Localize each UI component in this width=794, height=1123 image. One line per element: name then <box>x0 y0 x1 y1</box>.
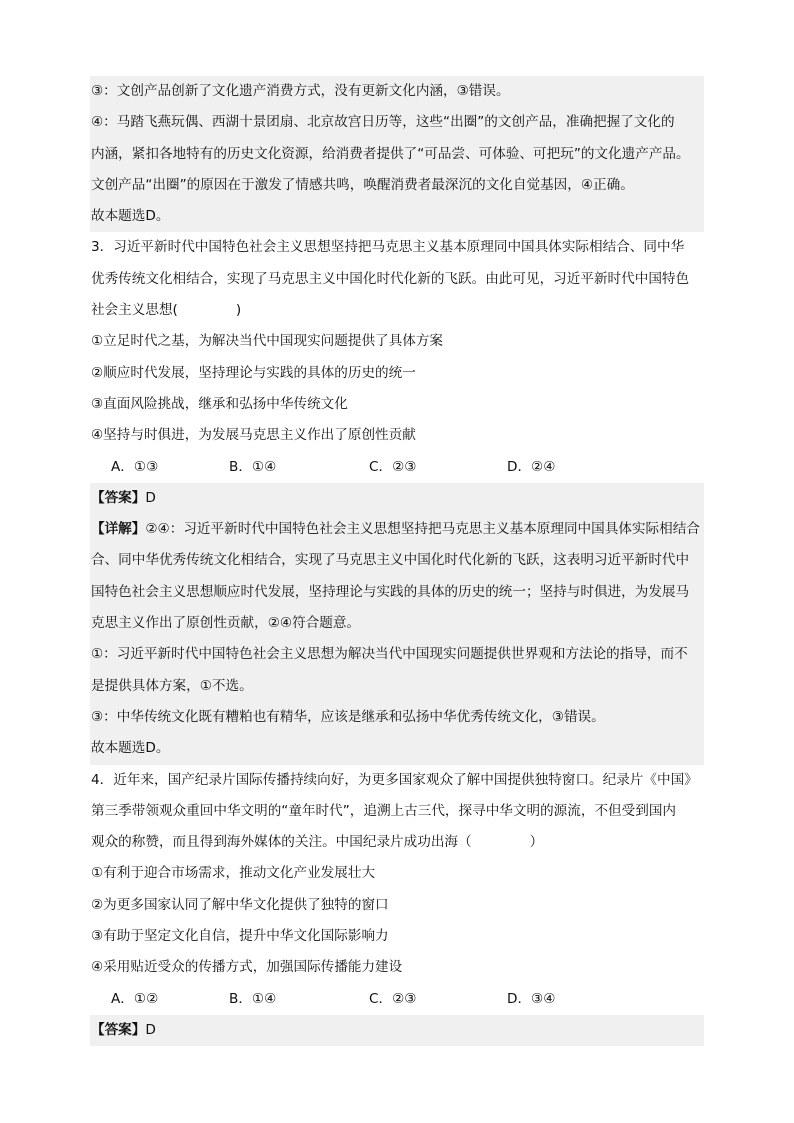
analysis-conclusion: 故本题选D。 <box>90 201 704 232</box>
option-c: C．②③ <box>369 990 417 1007</box>
question-4-item-1: ①有利于迎合市场需求，推动文化产业发展壮大 <box>91 865 376 882</box>
question-4-item-2: ②为更多国家认同了解中华文化提供了独特的窗口 <box>91 896 389 913</box>
question-3-item-2: ②顺应时代发展，坚持理论与实践的具体的历史的统一 <box>91 364 416 381</box>
question-3-item-3: ③直面风险挑战，继承和弘扬中华传统文化 <box>91 395 348 412</box>
question-4-item-3: ③有助于坚定文化自信，提升中华文化国际影响力 <box>91 928 389 945</box>
question-3-item-1: ①立足时代之基，为解决当代中国现实问题提供了具体方案 <box>91 333 444 350</box>
answer-label: 【答案】 <box>91 489 146 506</box>
analysis-line: 合、同中华优秀传统文化相结合，实现了马克思主义中国化时代化新的飞跃，这表明习近平新时代中 <box>90 545 704 576</box>
option-c: C．②③ <box>369 458 417 475</box>
question-3-stem-close: ) <box>235 302 242 319</box>
question-4-stem-last <box>90 827 704 858</box>
option-d: D．③④ <box>507 990 556 1007</box>
option-d: D．②④ <box>507 458 556 475</box>
question-3-item-4: ④坚持与时俱进，为发展马克思主义作出了原创性贡献 <box>91 427 416 444</box>
option-a: A．①③ <box>111 458 159 475</box>
question-4-answer <box>90 1015 704 1046</box>
analysis-conclusion: 故本题选D。 <box>90 733 704 764</box>
option-b: B．①④ <box>229 990 277 1007</box>
analysis-line: ③：文创产品创新了文化遗产消费方式，没有更新文化内涵，③错误。 <box>90 76 704 107</box>
question-4-item-4: ④采用贴近受众的传播方式，加强国际传播能力建设 <box>91 959 403 976</box>
analysis-text: ②④：习近平新时代中国特色社会主义思想坚持把马克思主义基本原理同中国具体实际相结合 <box>145 521 700 538</box>
analysis-line: 文创产品“出圈”的原因在于激发了情感共鸣，唤醒消费者最深沉的文化自觉基因，④正确。 <box>90 170 704 201</box>
question-4-stem-close: ） <box>529 834 544 851</box>
analysis-line: 国特色社会主义思想顺应时代发展，坚持理论与实践的具体的历史的统一；坚持与时俱进，为发展马 <box>90 577 704 608</box>
question-3-analysis-first <box>90 514 704 545</box>
analysis-line: 克思主义作出了原创性贡献，②④符合题意。 <box>90 608 704 639</box>
analysis-line: ③：中华传统文化既有糟粕也有精华，应该是继承和弘扬中华优秀传统文化，③错误。 <box>90 702 704 733</box>
analysis-line: ①：习近平新时代中国特色社会主义思想为解决当代中国现实问题提供世界观和方法论的指导，而不 <box>90 639 704 670</box>
question-4-options <box>90 984 704 1015</box>
question-4-stem: 4．近年来，国产纪录片国际传播持续向好，为更多国家观众了解中国提供独特窗口。纪录片《中国》 <box>91 771 698 788</box>
analysis-label: 【详解】 <box>91 521 146 538</box>
answer-label: 【答案】 <box>91 1021 146 1038</box>
question-3-answer <box>90 483 704 514</box>
question-3-stem-text: 社会主义思想( <box>91 302 178 319</box>
question-3-stem-last <box>90 295 704 326</box>
analysis-line: 是提供具体方案，①不选。 <box>90 671 704 702</box>
answer-value: D <box>145 489 156 506</box>
question-3-stem: 3．习近平新时代中国特色社会主义思想坚持把马克思主义基本原理同中国具体实际相结合、同中华 <box>91 239 685 256</box>
question-3-options <box>90 452 704 483</box>
option-b: B．①④ <box>229 458 277 475</box>
analysis-line: ④：马踏飞燕玩偶、西湖十景团扇、北京故宫日历等，这些“出圈”的文创产品，准确把握了文化的 <box>90 107 704 138</box>
question-3-stem: 优秀传统文化相结合，实现了马克思主义中国化时代化新的飞跃。由此可见，习近平新时代中国特色 <box>91 270 690 287</box>
question-4-stem-text: 观众的称赞，而且得到海外媒体的关注。中国纪录片成功出海（ <box>91 834 472 851</box>
analysis-line: 内涵，紧扣各地特有的历史文化资源，给消费者提供了“可品尝、可体验、可把玩”的文化遗产产品。 <box>90 139 704 170</box>
document-page <box>90 76 704 1046</box>
answer-value: D <box>145 1021 156 1038</box>
option-a: A．①② <box>111 990 159 1007</box>
question-4-stem: 第三季带领观众重回中华文明的“童年时代”，追溯上古三代，探寻中华文明的源流，不但受到国内 <box>91 802 677 819</box>
